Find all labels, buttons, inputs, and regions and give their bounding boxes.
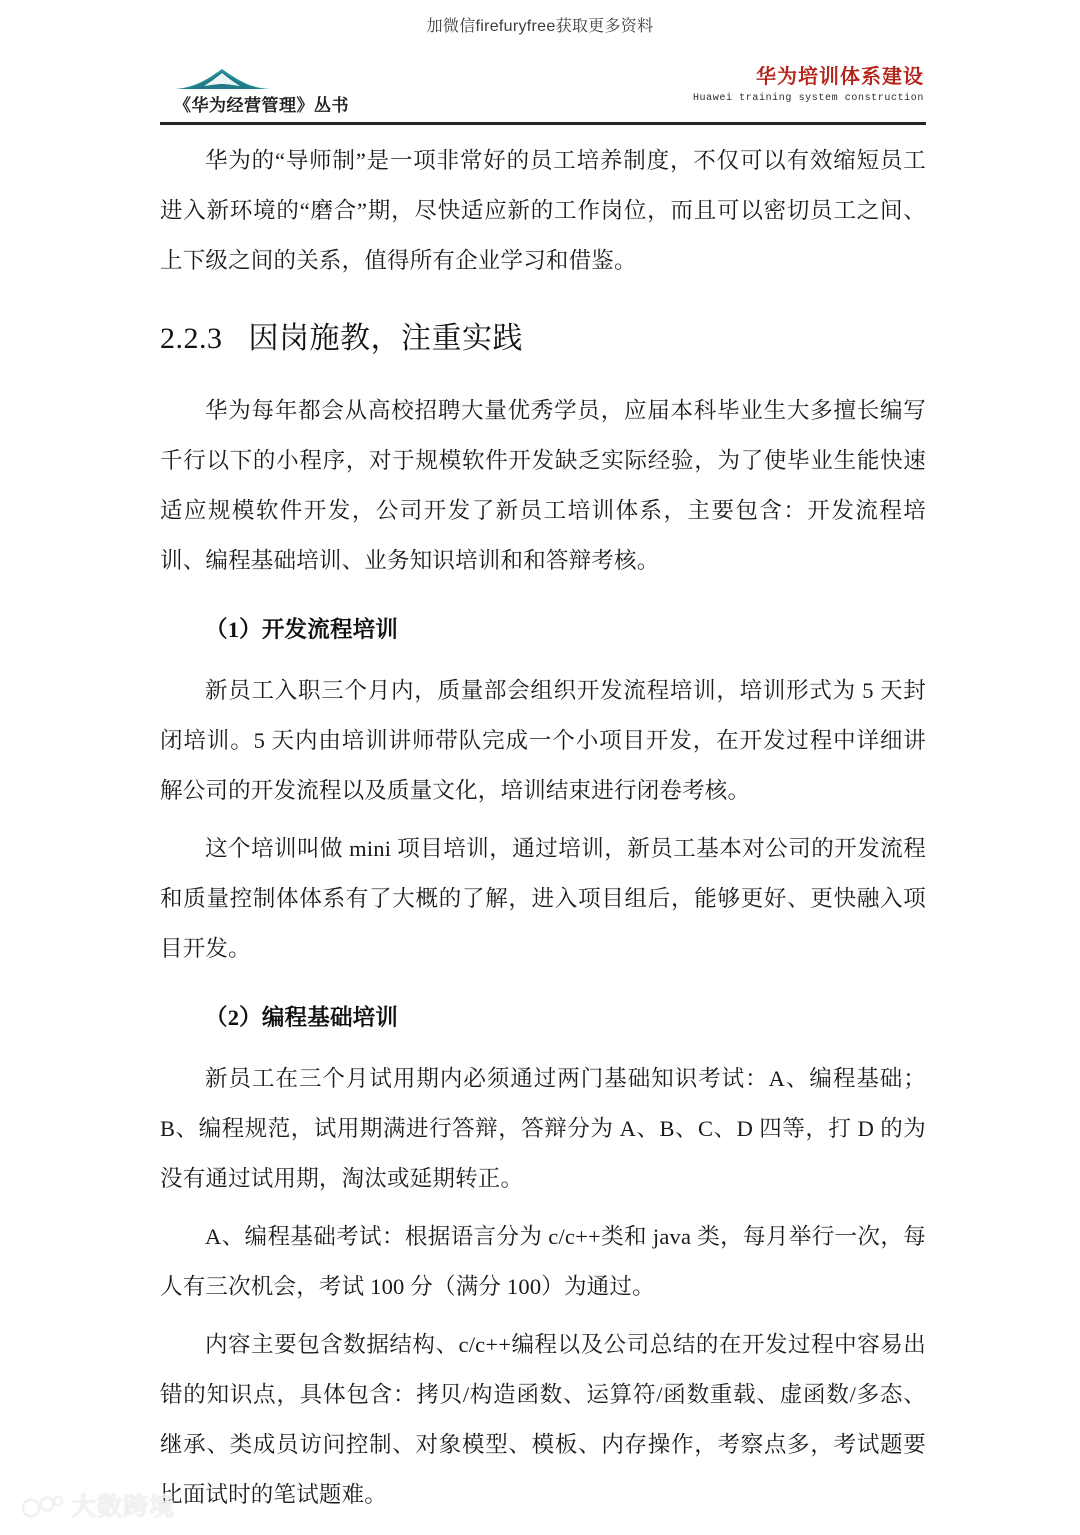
subsection-heading-1: （1）开发流程培训 [205, 617, 399, 642]
paragraph-1-1: 新员工入职三个月内，质量部会组织开发流程培训，培训形式为 5 天封闭培训。5 天内由培训讲师带队完成一个小项目开发，在开发过程中详细讲解公司的开发流程以及质量文化，培训结束进行闭卷考核。 [160, 678, 926, 803]
bottom-watermark [22, 1487, 175, 1523]
top-watermark-text: 加微信firefuryfree获取更多资料 [426, 18, 654, 35]
paragraph-2-2: A、编程基础考试：根据语言分为 c/c++类和 java 类，每月举行一次，每人有三次机会，考试 100 分（满分 100）为通过。 [160, 1224, 926, 1299]
document-body [160, 136, 926, 1528]
subsection-heading-2: （2）编程基础培训 [205, 1005, 399, 1030]
page-header [160, 64, 926, 122]
paragraph-2-3: 内容主要包含数据结构、c/c++编程以及公司总结的在开发过程中容易出错的知识点，具体包含：拷贝/构造函数、运算符/函数重载、虚函数/多态、继承、类成员访问控制、对象模型、模板、内存操作，考察点多，考试题要比面试时的笔试题难。 [160, 1332, 926, 1507]
dashukuajing-logo-icon [22, 1492, 64, 1518]
bottom-watermark-text: 大数跨境 [71, 1493, 176, 1521]
section-title: 因岗施教，注重实践 [248, 322, 523, 355]
header-right-group [693, 66, 924, 104]
header-left-group [174, 64, 349, 116]
header-title-en: Huawei training system construction [692, 93, 924, 104]
header-divider-rule [160, 122, 926, 125]
section-number: 2.2.3 [160, 322, 223, 355]
header-series-title: 《华为经营管理》丛书 [174, 96, 349, 115]
paragraph-overview: 华为每年都会从高校招聘大量优秀学员，应届本科毕业生大多擅长编写千行以下的小程序，对于规模软件开发缺乏实际经验，为了使毕业生能快速适应规模软件开发，公司开发了新员工培训体系，主要包含：开发流程培训、编程基础培训、业务知识培训和和答辩考核。 [160, 398, 926, 573]
paragraph-2-1: 新员工在三个月试用期内必须通过两门基础知识考试：A、编程基础；B、编程规范，试用期满进行答辩，答辩分为 A、B、C、D 四等，打 D 的为没有通过试用期，淘汰或延期转正。 [160, 1066, 926, 1191]
teal-mountain-logo-icon [174, 64, 270, 90]
section-heading [160, 316, 926, 362]
paragraph-intro: 华为的“导师制”是一项非常好的员工培养制度，不仅可以有效缩短员工进入新环境的“磨合”期，尽快适应新的工作岗位，而且可以密切员工之间、上下级之间的关系，值得所有企业学习和借鉴。 [160, 148, 926, 273]
paragraph-1-2: 这个培训叫做 mini 项目培训，通过培训，新员工基本对公司的开发流程和质量控制体体系有了大概的了解，进入项目组后，能够更好、更快融入项目开发。 [160, 836, 926, 961]
header-title-cn: 华为培训体系建设 [756, 66, 924, 88]
